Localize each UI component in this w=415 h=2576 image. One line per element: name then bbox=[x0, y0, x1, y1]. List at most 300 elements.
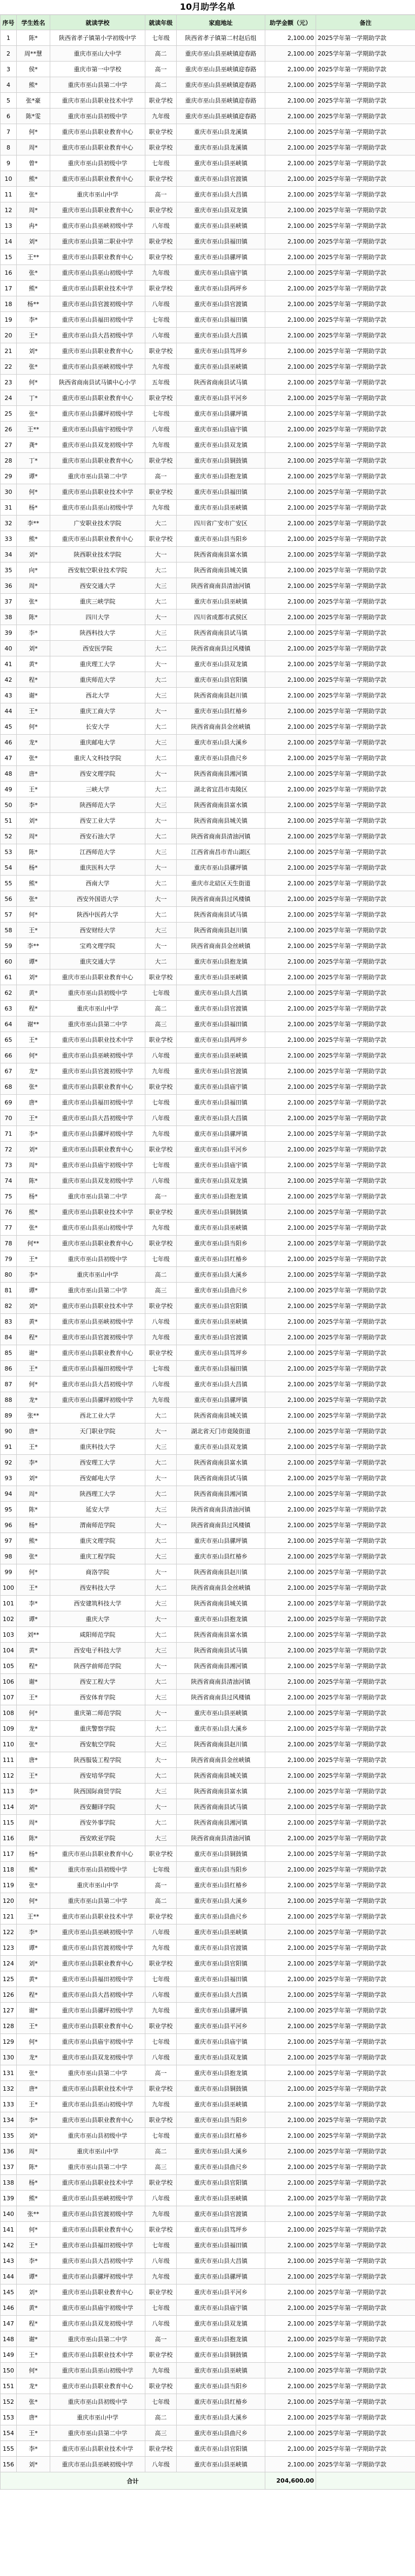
cell-index: 106 bbox=[1, 1674, 17, 1690]
cell-student-name: 王* bbox=[17, 1690, 50, 1705]
cell-index: 148 bbox=[1, 2331, 17, 2347]
cell-student-name: 李* bbox=[17, 2112, 50, 2128]
cell-note: 2025学年第一学期助学款 bbox=[316, 844, 415, 860]
cell-note: 2025学年第一学期助学款 bbox=[316, 1580, 415, 1596]
cell-address: 陕西省商南县清油河镇 bbox=[177, 1502, 265, 1517]
table-row bbox=[1, 2316, 415, 2331]
cell-student-name: 谢** bbox=[17, 1016, 50, 1032]
cell-student-name: 李* bbox=[17, 1596, 50, 1611]
cell-school: 重庆市巫山县双龙初级中学 bbox=[50, 2050, 145, 2065]
cell-school: 重庆市巫山县职业技术中学 bbox=[50, 1909, 145, 1924]
cell-index: 15 bbox=[1, 249, 17, 265]
cell-address: 重庆市巫山县巫峡镇 bbox=[177, 500, 265, 516]
cell-amount: 2,100.00 bbox=[265, 296, 316, 312]
cell-note: 2025学年第一学期助学款 bbox=[316, 594, 415, 609]
cell-address: 重庆市巫山县笃坪乡 bbox=[177, 1345, 265, 1361]
cell-student-name: 谢* bbox=[17, 688, 50, 703]
cell-school: 西安财经大学 bbox=[50, 923, 145, 938]
cell-student-name: 张* bbox=[17, 1220, 50, 1236]
cell-amount: 2,100.00 bbox=[265, 1940, 316, 1956]
cell-note: 2025学年第一学期助学款 bbox=[316, 1846, 415, 1862]
cell-amount: 2,100.00 bbox=[265, 2128, 316, 2144]
cell-index: 140 bbox=[1, 2206, 17, 2222]
cell-note: 2025学年第一学期助学款 bbox=[316, 1815, 415, 1831]
cell-school: 重庆市巫山县福田初级中学 bbox=[50, 1361, 145, 1377]
cell-amount: 2,100.00 bbox=[265, 1799, 316, 1815]
cell-address: 陕西省商南县富水镇 bbox=[177, 1455, 265, 1470]
cell-amount: 2,100.00 bbox=[265, 2300, 316, 2316]
cell-school: 重庆市巫山县职业教育中心 bbox=[50, 124, 145, 140]
table-row bbox=[1, 578, 415, 594]
cell-school: 重庆市巫山县职业教育中心 bbox=[50, 171, 145, 187]
cell-grade: 职业学校 bbox=[145, 2284, 177, 2300]
cell-address: 重庆市巫山县骡坪镇 bbox=[177, 2003, 265, 2018]
cell-grade: 职业学校 bbox=[145, 234, 177, 249]
cell-amount: 2,100.00 bbox=[265, 2081, 316, 2097]
cell-address: 陕西省商南县试马镇 bbox=[177, 1643, 265, 1658]
cell-amount: 2,100.00 bbox=[265, 1580, 316, 1596]
col-header-school: 就读学校 bbox=[50, 15, 145, 30]
cell-amount: 2,100.00 bbox=[265, 1267, 316, 1283]
cell-grade: 大三 bbox=[145, 923, 177, 938]
cell-index: 47 bbox=[1, 750, 17, 766]
table-row bbox=[1, 641, 415, 656]
cell-amount: 2,100.00 bbox=[265, 609, 316, 625]
cell-index: 119 bbox=[1, 1877, 17, 1893]
table-row bbox=[1, 343, 415, 359]
cell-address: 重庆市巫山县福田镇 bbox=[177, 312, 265, 328]
cell-note: 2025学年第一学期助学款 bbox=[316, 891, 415, 907]
cell-note: 2025学年第一学期助学款 bbox=[316, 1236, 415, 1251]
table-row bbox=[1, 844, 415, 860]
table-row bbox=[1, 954, 415, 970]
cell-index: 110 bbox=[1, 1737, 17, 1752]
cell-address: 重庆市巫山县当阳乡 bbox=[177, 1862, 265, 1877]
cell-index: 64 bbox=[1, 1016, 17, 1032]
cell-note: 2025学年第一学期助学款 bbox=[316, 249, 415, 265]
cell-grade: 八年级 bbox=[145, 1314, 177, 1330]
cell-amount: 2,100.00 bbox=[265, 1643, 316, 1658]
cell-school: 重庆市巫山县职业教育中心 bbox=[50, 140, 145, 155]
cell-school: 重庆市巫山县大昌初级中学 bbox=[50, 2253, 145, 2269]
cell-note: 2025学年第一学期助学款 bbox=[316, 1330, 415, 1345]
table-row bbox=[1, 1063, 415, 1079]
cell-amount: 2,100.00 bbox=[265, 735, 316, 750]
cell-student-name: 王* bbox=[17, 1580, 50, 1596]
cell-address: 重庆市巫山县龙溪镇 bbox=[177, 124, 265, 140]
cell-amount: 2,100.00 bbox=[265, 2191, 316, 2206]
cell-school: 重庆市巫山县职业教育中心 bbox=[50, 1345, 145, 1361]
cell-index: 1 bbox=[1, 30, 17, 46]
cell-address: 重庆市巫山县官渡镇 bbox=[177, 296, 265, 312]
cell-grade: 大二 bbox=[145, 782, 177, 797]
cell-note: 2025学年第一学期助学款 bbox=[316, 2144, 415, 2159]
cell-index: 65 bbox=[1, 1032, 17, 1048]
cell-grade: 大二 bbox=[145, 516, 177, 531]
cell-school: 延安大学 bbox=[50, 1502, 145, 1517]
cell-student-name: 程* bbox=[17, 1001, 50, 1016]
cell-amount: 2,100.00 bbox=[265, 891, 316, 907]
cell-amount: 2,100.00 bbox=[265, 46, 316, 62]
cell-note: 2025学年第一学期助学款 bbox=[316, 1831, 415, 1846]
cell-student-name: 程* bbox=[17, 1987, 50, 2003]
cell-index: 78 bbox=[1, 1236, 17, 1251]
cell-school: 重庆市巫山县第二中学 bbox=[50, 469, 145, 484]
cell-school: 重庆市巫山县职业教育中心 bbox=[50, 2112, 145, 2128]
cell-student-name: 周* bbox=[17, 140, 50, 155]
cell-note: 2025学年第一学期助学款 bbox=[316, 296, 415, 312]
cell-address: 重庆市巫山县曲尺乡 bbox=[177, 2159, 265, 2175]
cell-address: 重庆市巫山县双龙镇 bbox=[177, 437, 265, 453]
cell-amount: 2,100.00 bbox=[265, 30, 316, 46]
cell-amount: 2,100.00 bbox=[265, 484, 316, 500]
cell-school: 重庆市巫山县职业技术中学 bbox=[50, 93, 145, 109]
col-header-address: 家庭地址 bbox=[177, 15, 265, 30]
cell-note: 2025学年第一学期助学款 bbox=[316, 2269, 415, 2284]
cell-grade: 大一 bbox=[145, 1611, 177, 1627]
table-row bbox=[1, 202, 415, 218]
cell-grade: 八年级 bbox=[145, 296, 177, 312]
cell-index: 22 bbox=[1, 359, 17, 375]
cell-school: 重庆市巫山县骡坪初级中学 bbox=[50, 1126, 145, 1142]
cell-student-name: 杨* bbox=[17, 1846, 50, 1862]
cell-amount: 2,100.00 bbox=[265, 516, 316, 531]
cell-note: 2025学年第一学期助学款 bbox=[316, 1549, 415, 1564]
cell-school: 四川大学 bbox=[50, 609, 145, 625]
cell-student-name: 丁* bbox=[17, 390, 50, 406]
cell-grade: 大二 bbox=[145, 750, 177, 766]
cell-address: 重庆市巫山县曲尺乡 bbox=[177, 1909, 265, 1924]
cell-index: 111 bbox=[1, 1752, 17, 1768]
cell-address: 重庆市巫山县双龙镇 bbox=[177, 1173, 265, 1189]
cell-grade: 职业学校 bbox=[145, 2347, 177, 2363]
cell-note: 2025学年第一学期助学款 bbox=[316, 1737, 415, 1752]
cell-school: 重庆市巫山县大昌初级中学 bbox=[50, 328, 145, 343]
cell-note: 2025学年第一学期助学款 bbox=[316, 2394, 415, 2410]
cell-amount: 2,100.00 bbox=[265, 672, 316, 688]
cell-amount: 2,100.00 bbox=[265, 1361, 316, 1377]
cell-school: 西南大学 bbox=[50, 876, 145, 891]
cell-address: 陕西省商南县城关镇 bbox=[177, 1408, 265, 1423]
cell-index: 19 bbox=[1, 312, 17, 328]
table-row bbox=[1, 359, 415, 375]
cell-note: 2025学年第一学期助学款 bbox=[316, 1142, 415, 1157]
cell-grade: 九年级 bbox=[145, 359, 177, 375]
cell-index: 18 bbox=[1, 296, 17, 312]
col-header-amount: 助学金额（元） bbox=[265, 15, 316, 30]
cell-index: 39 bbox=[1, 625, 17, 641]
cell-amount: 2,100.00 bbox=[265, 1126, 316, 1142]
cell-note: 2025学年第一学期助学款 bbox=[316, 860, 415, 876]
cell-note: 2025学年第一学期助学款 bbox=[316, 1533, 415, 1549]
cell-school: 重庆市巫山县职业教育中心 bbox=[50, 343, 145, 359]
table-row bbox=[1, 594, 415, 609]
cell-grade: 大二 bbox=[145, 1533, 177, 1549]
cell-address: 重庆市巫山县官渡镇 bbox=[177, 1063, 265, 1079]
cell-grade: 九年级 bbox=[145, 2269, 177, 2284]
cell-address: 陕西省商南县赵川镇 bbox=[177, 923, 265, 938]
cell-amount: 2,100.00 bbox=[265, 1987, 316, 2003]
cell-school: 重庆市巫山县职业技术中学 bbox=[50, 2081, 145, 2097]
cell-school: 重庆师范大学 bbox=[50, 672, 145, 688]
table-row bbox=[1, 218, 415, 234]
cell-school: 重庆市巫山县初级中学 bbox=[50, 2394, 145, 2410]
cell-grade: 职业学校 bbox=[145, 2222, 177, 2238]
col-header-grade: 就读年级 bbox=[145, 15, 177, 30]
table-row bbox=[1, 1423, 415, 1439]
cell-amount: 2,100.00 bbox=[265, 1423, 316, 1439]
cell-school: 宝鸡文理学院 bbox=[50, 938, 145, 954]
cell-index: 125 bbox=[1, 1971, 17, 1987]
cell-student-name: 张* bbox=[17, 1877, 50, 1893]
cell-school: 重庆市巫山县巫峡初级中学 bbox=[50, 359, 145, 375]
cell-school: 天门职业学院 bbox=[50, 1423, 145, 1439]
cell-grade: 大一 bbox=[145, 656, 177, 672]
cell-index: 68 bbox=[1, 1079, 17, 1095]
cell-note: 2025学年第一学期助学款 bbox=[316, 1486, 415, 1502]
cell-student-name: 王* bbox=[17, 328, 50, 343]
cell-grade: 大二 bbox=[145, 1674, 177, 1690]
cell-grade: 大一 bbox=[145, 703, 177, 719]
cell-index: 145 bbox=[1, 2284, 17, 2300]
table-row bbox=[1, 1377, 415, 1392]
cell-grade: 高三 bbox=[145, 2159, 177, 2175]
cell-amount: 2,100.00 bbox=[265, 1517, 316, 1533]
cell-amount: 2,100.00 bbox=[265, 2018, 316, 2034]
cell-school: 重庆市巫山县骡坪初级中学 bbox=[50, 406, 145, 422]
table-row bbox=[1, 782, 415, 797]
cell-index: 81 bbox=[1, 1283, 17, 1298]
table-row bbox=[1, 891, 415, 907]
cell-note: 2025学年第一学期助学款 bbox=[316, 2378, 415, 2394]
cell-note: 2025学年第一学期助学款 bbox=[316, 1439, 415, 1455]
cell-amount: 2,100.00 bbox=[265, 2144, 316, 2159]
cell-index: 69 bbox=[1, 1095, 17, 1110]
cell-school: 西安交通大学 bbox=[50, 578, 145, 594]
cell-school: 重庆市巫山县职业教育中心 bbox=[50, 1079, 145, 1095]
table-row bbox=[1, 1721, 415, 1737]
cell-school: 重庆市巫山中学 bbox=[50, 1001, 145, 1016]
cell-address: 重庆市巫山县官阳镇 bbox=[177, 1956, 265, 1971]
table-row bbox=[1, 1502, 415, 1517]
cell-amount: 2,100.00 bbox=[265, 1439, 316, 1455]
table-row bbox=[1, 1627, 415, 1643]
cell-note: 2025学年第一学期助学款 bbox=[316, 1909, 415, 1924]
cell-address: 重庆市巫山县大溪乡 bbox=[177, 1267, 265, 1283]
cell-grade: 大三 bbox=[145, 1596, 177, 1611]
cell-address: 重庆市巫山县庙宇镇 bbox=[177, 2034, 265, 2050]
table-row bbox=[1, 1674, 415, 1690]
cell-index: 88 bbox=[1, 1392, 17, 1408]
cell-grade: 大二 bbox=[145, 1721, 177, 1737]
cell-amount: 2,100.00 bbox=[265, 2003, 316, 2018]
cell-student-name: 唐* bbox=[17, 1423, 50, 1439]
cell-address: 重庆市巫山县当阳乡 bbox=[177, 1236, 265, 1251]
cell-note: 2025学年第一学期助学款 bbox=[316, 359, 415, 375]
cell-amount: 2,100.00 bbox=[265, 2206, 316, 2222]
table-row bbox=[1, 547, 415, 562]
cell-amount: 2,100.00 bbox=[265, 77, 316, 93]
cell-grade: 八年级 bbox=[145, 422, 177, 437]
cell-index: 136 bbox=[1, 2144, 17, 2159]
cell-address: 重庆市巫山县巫峡镇 bbox=[177, 970, 265, 985]
cell-index: 126 bbox=[1, 1987, 17, 2003]
cell-note: 2025学年第一学期助学款 bbox=[316, 77, 415, 93]
cell-school: 西安航空学院 bbox=[50, 1737, 145, 1752]
cell-grade: 七年级 bbox=[145, 2128, 177, 2144]
cell-student-name: 唐* bbox=[17, 766, 50, 782]
cell-note: 2025学年第一学期助学款 bbox=[316, 1596, 415, 1611]
cell-school: 重庆市巫山县职业教育中心 bbox=[50, 970, 145, 985]
cell-school: 重庆市巫山县第二中学 bbox=[50, 1893, 145, 1909]
cell-index: 113 bbox=[1, 1784, 17, 1799]
cell-index: 12 bbox=[1, 202, 17, 218]
cell-student-name: 张* bbox=[17, 594, 50, 609]
cell-index: 83 bbox=[1, 1314, 17, 1330]
cell-address: 重庆市巫山县巫峡镇 bbox=[177, 1924, 265, 1940]
cell-address: 重庆市巫山县巫峡镇迎春路 bbox=[177, 62, 265, 77]
cell-student-name: 陈* bbox=[17, 609, 50, 625]
total-row bbox=[1, 2472, 415, 2490]
cell-school: 重庆市巫山县职业技术中学 bbox=[50, 2441, 145, 2457]
cell-student-name: 何** bbox=[17, 1236, 50, 1251]
table-body bbox=[1, 30, 415, 2472]
cell-school: 重庆市巫山中学 bbox=[50, 1877, 145, 1893]
table-row bbox=[1, 2425, 415, 2441]
cell-student-name: 谭* bbox=[17, 469, 50, 484]
cell-student-name: 龙* bbox=[17, 1721, 50, 1737]
cell-index: 42 bbox=[1, 672, 17, 688]
cell-amount: 2,100.00 bbox=[265, 2222, 316, 2238]
cell-address: 重庆市巫山县官阳镇 bbox=[177, 672, 265, 688]
cell-grade: 八年级 bbox=[145, 2316, 177, 2331]
cell-address: 重庆市巫山县巫峡镇迎春路 bbox=[177, 109, 265, 124]
table-row bbox=[1, 1705, 415, 1721]
cell-index: 137 bbox=[1, 2159, 17, 2175]
cell-amount: 2,100.00 bbox=[265, 907, 316, 923]
cell-index: 46 bbox=[1, 735, 17, 750]
cell-school: 重庆市第一中学校 bbox=[50, 62, 145, 77]
table-row bbox=[1, 1079, 415, 1095]
table-row bbox=[1, 2284, 415, 2300]
cell-note: 2025学年第一学期助学款 bbox=[316, 1799, 415, 1815]
table-row bbox=[1, 140, 415, 155]
cell-amount: 2,100.00 bbox=[265, 1956, 316, 1971]
cell-amount: 2,100.00 bbox=[265, 140, 316, 155]
cell-amount: 2,100.00 bbox=[265, 1752, 316, 1768]
table-row bbox=[1, 1909, 415, 1924]
table-row bbox=[1, 1204, 415, 1220]
cell-note: 2025学年第一学期助学款 bbox=[316, 1690, 415, 1705]
table-row bbox=[1, 469, 415, 484]
cell-amount: 2,100.00 bbox=[265, 1016, 316, 1032]
cell-student-name: 李* bbox=[17, 797, 50, 813]
cell-index: 99 bbox=[1, 1564, 17, 1580]
cell-address: 重庆市巫山县红椿乡 bbox=[177, 1251, 265, 1267]
cell-note: 2025学年第一学期助学款 bbox=[316, 1063, 415, 1079]
cell-note: 2025学年第一学期助学款 bbox=[316, 876, 415, 891]
cell-note: 2025学年第一学期助学款 bbox=[316, 1314, 415, 1330]
cell-index: 34 bbox=[1, 547, 17, 562]
cell-school: 重庆市巫山中学 bbox=[50, 187, 145, 202]
cell-amount: 2,100.00 bbox=[265, 876, 316, 891]
cell-index: 139 bbox=[1, 2191, 17, 2206]
cell-address: 重庆市巫山县巫峡镇 bbox=[177, 1314, 265, 1330]
table-row bbox=[1, 2034, 415, 2050]
cell-address: 重庆市巫山县平河乡 bbox=[177, 390, 265, 406]
cell-address: 重庆市巫山县巫峡镇 bbox=[177, 218, 265, 234]
cell-address: 重庆市巫山县骡坪镇 bbox=[177, 1126, 265, 1142]
cell-student-name: 张* bbox=[17, 2065, 50, 2081]
cell-note: 2025学年第一学期助学款 bbox=[316, 2331, 415, 2347]
cell-address: 陕西省商南县富水镇 bbox=[177, 797, 265, 813]
cell-amount: 2,100.00 bbox=[265, 2441, 316, 2457]
cell-student-name: 周* bbox=[17, 829, 50, 844]
cell-school: 咸阳师范学院 bbox=[50, 1627, 145, 1643]
cell-address: 重庆市巫山县大昌镇 bbox=[177, 187, 265, 202]
cell-amount: 2,100.00 bbox=[265, 2331, 316, 2347]
cell-amount: 2,100.00 bbox=[265, 1611, 316, 1627]
cell-grade: 九年级 bbox=[145, 2003, 177, 2018]
cell-school: 重庆文理学院 bbox=[50, 1533, 145, 1549]
table-row bbox=[1, 187, 415, 202]
cell-grade: 七年级 bbox=[145, 312, 177, 328]
cell-amount: 2,100.00 bbox=[265, 1486, 316, 1502]
cell-grade: 高一 bbox=[145, 469, 177, 484]
cell-note: 2025学年第一学期助学款 bbox=[316, 328, 415, 343]
cell-student-name: 谭* bbox=[17, 1940, 50, 1956]
cell-amount: 2,100.00 bbox=[265, 2034, 316, 2050]
cell-grade: 大一 bbox=[145, 860, 177, 876]
cell-amount: 2,100.00 bbox=[265, 2159, 316, 2175]
cell-grade: 高一 bbox=[145, 1189, 177, 1204]
cell-note: 2025学年第一学期助学款 bbox=[316, 1173, 415, 1189]
cell-school: 重庆市巫山大中学 bbox=[50, 46, 145, 62]
cell-amount: 2,100.00 bbox=[265, 844, 316, 860]
table-row bbox=[1, 1768, 415, 1784]
cell-index: 25 bbox=[1, 406, 17, 422]
cell-index: 155 bbox=[1, 2441, 17, 2457]
cell-index: 147 bbox=[1, 2316, 17, 2331]
cell-student-name: 何* bbox=[17, 124, 50, 140]
cell-amount: 2,100.00 bbox=[265, 1909, 316, 1924]
cell-amount: 2,100.00 bbox=[265, 1298, 316, 1314]
cell-school: 重庆市巫山县骡坪初级中学 bbox=[50, 2003, 145, 2018]
cell-grade: 九年级 bbox=[145, 1126, 177, 1142]
total-note bbox=[316, 2472, 415, 2490]
cell-amount: 2,100.00 bbox=[265, 1705, 316, 1721]
cell-student-name: 刘* bbox=[17, 2128, 50, 2144]
cell-school: 重庆市巫山县巫峡初级中学 bbox=[50, 1314, 145, 1330]
cell-grade: 高二 bbox=[145, 2144, 177, 2159]
cell-school: 重庆医科大学 bbox=[50, 860, 145, 876]
cell-address: 重庆市巫山县平河乡 bbox=[177, 1142, 265, 1157]
cell-school: 重庆市巫山县巫山初级中学 bbox=[50, 2363, 145, 2378]
cell-index: 7 bbox=[1, 124, 17, 140]
cell-note: 2025学年第一学期助学款 bbox=[316, 1392, 415, 1408]
cell-grade: 高一 bbox=[145, 187, 177, 202]
table-row bbox=[1, 516, 415, 531]
cell-address: 重庆市巫山县大昌镇 bbox=[177, 1987, 265, 2003]
cell-grade: 大三 bbox=[145, 735, 177, 750]
total-label: 合计 bbox=[1, 2472, 265, 2490]
cell-index: 13 bbox=[1, 218, 17, 234]
cell-index: 107 bbox=[1, 1690, 17, 1705]
cell-school: 西安医学院 bbox=[50, 641, 145, 656]
cell-school: 西安理工大学 bbox=[50, 1455, 145, 1470]
cell-note: 2025学年第一学期助学款 bbox=[316, 766, 415, 782]
cell-grade: 职业学校 bbox=[145, 249, 177, 265]
